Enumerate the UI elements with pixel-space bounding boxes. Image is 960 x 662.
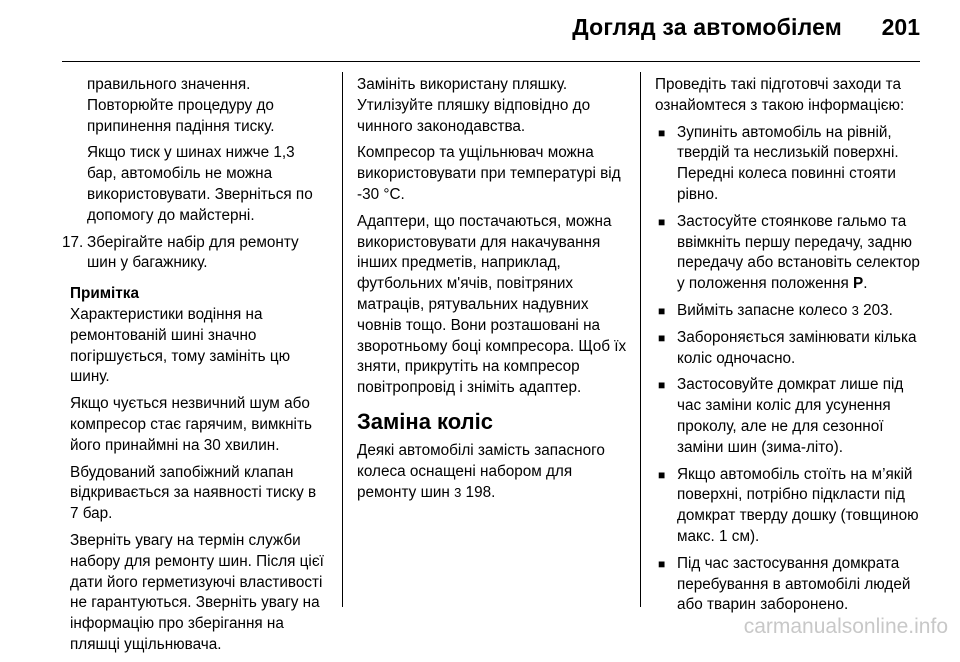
- bullet-square-icon: ■: [658, 125, 666, 140]
- list-item-text-part: Вийміть запасне колесо: [677, 301, 852, 319]
- continued-line: правильного значення.: [87, 76, 251, 93]
- bullet-square-icon: ■: [658, 303, 666, 318]
- list-item-text: Забороняється замінювати кілька коліс одночасно.: [677, 328, 917, 367]
- step-text: Зберігайте набір для ремонту шин у багажнику.: [87, 233, 299, 272]
- list-item-text: Застосовуйте домкрат лише під час заміни коліс для усунення проколу, але не для сезонної заміни шин (зима-літо).: [677, 376, 904, 456]
- section-title: Заміна коліс: [357, 408, 493, 434]
- list-item-text: Під час застосування домкрата перебування в автомобілі людей або тварин заборонено.: [677, 554, 911, 614]
- column-divider-1: [342, 72, 343, 607]
- paragraph: Компресор та ущільнювач можна використовувати при температурі від -30 °C.: [357, 144, 621, 203]
- note-paragraph: Зверніть увагу на термін служби набору для ремонту шин. Після цієї дати його герметизуючі властивості не гарантуються. Зверніть увагу на інформацію про зберігання на пляшці ущільнювача.: [70, 531, 324, 653]
- list-item-text: Якщо автомобіль стоїть на м’якій поверхні, потрібно підкласти під домкрат тверду дошку (товщиною макс. 1 см).: [677, 465, 919, 545]
- list-item: [655, 465, 925, 548]
- bullet-square-icon: ■: [658, 330, 666, 345]
- bullet-square-icon: ■: [658, 556, 666, 571]
- page-ref[interactable]: 198.: [461, 483, 496, 501]
- step-number: 17.: [62, 233, 84, 251]
- paragraph: [357, 441, 627, 503]
- page-ref-arrow-icon: 3: [851, 302, 859, 318]
- column-2: [357, 75, 627, 509]
- watermark: carmanualsonline.info: [743, 615, 948, 638]
- note-title: Примітка: [70, 285, 139, 303]
- bullet-square-icon: ■: [658, 467, 666, 482]
- header-rule: [62, 61, 920, 62]
- note-paragraph: Якщо чується незвичний шум або компресор стає гарячим, вимкніть його принаймні на 30 хвилин.: [70, 395, 312, 454]
- column-divider-2: [640, 72, 641, 607]
- pressure-warning: Якщо тиск у шинах нижче 1,3 бар, автомобіль не можна використовувати. Зверніться по допомогу до майстерні.: [87, 144, 313, 224]
- list-item: [655, 301, 925, 322]
- list-item: [655, 212, 925, 295]
- page-ref[interactable]: 203.: [858, 301, 893, 319]
- paragraph: Замініть використану пляшку. Утилізуйте пляшку відповідно до чинного законодавства.: [357, 76, 591, 135]
- list-item-text-end: .: [863, 275, 868, 293]
- list-item: [655, 375, 925, 458]
- continued-step: [62, 75, 328, 227]
- list-item: [655, 328, 925, 370]
- intro-paragraph: Проведіть такі підготовчі заходи та ознайомтеся з такою інформацією:: [655, 76, 905, 114]
- list-item: [655, 123, 925, 206]
- list-item-text: Зупиніть автомобіль на рівній, твердій та неслизькій поверхні. Передні колеса повинні стояти рівно.: [677, 123, 899, 203]
- column-3: [655, 75, 925, 622]
- note-paragraph: Характеристики водіння на ремонтованій шині значно погіршується, тому замініть цю шину.: [70, 305, 291, 386]
- step-17: [62, 233, 328, 275]
- gear-position-p: P: [853, 275, 864, 293]
- page-ref-arrow-icon: 3: [454, 484, 462, 500]
- list-item-text-part: Застосуйте стоянкове гальмо та ввімкніть першу передачу, задню передачу або встановіть селектор у положення положення: [677, 212, 920, 293]
- paragraph: Адаптери, що постачаються, можна використовувати для накачування інших предметів, наприклад, футбольних м'ячів, повітряних матраців, рятувальних надувних човнів тощо. Вони розташовані на зворотньому боці компресора. Щоб їх зняти, прикрутіть на компресор повітропровід і зніміть адаптер.: [357, 212, 627, 397]
- bullet-list: [655, 123, 925, 617]
- continued-line: припинення падіння тиску.: [87, 117, 275, 135]
- bullet-square-icon: ■: [658, 214, 666, 229]
- continued-line: Повторюйте процедуру до: [87, 96, 274, 114]
- page-number: 201: [881, 14, 920, 40]
- column-1: [62, 75, 328, 662]
- paragraph-text: Деякі автомобілі замість запасного колеса оснащені набором для ремонту шин: [357, 441, 605, 501]
- list-item: [655, 554, 925, 616]
- page-header: [0, 0, 960, 60]
- note-block: [62, 284, 328, 656]
- note-paragraph: Вбудований запобіжний клапан відкривається за наявності тиску в 7 бар.: [70, 463, 317, 523]
- list-item-text: [677, 301, 893, 322]
- page-title: Догляд за автомобілем: [572, 14, 842, 40]
- list-item-text: [677, 212, 925, 295]
- bullet-square-icon: ■: [658, 378, 666, 393]
